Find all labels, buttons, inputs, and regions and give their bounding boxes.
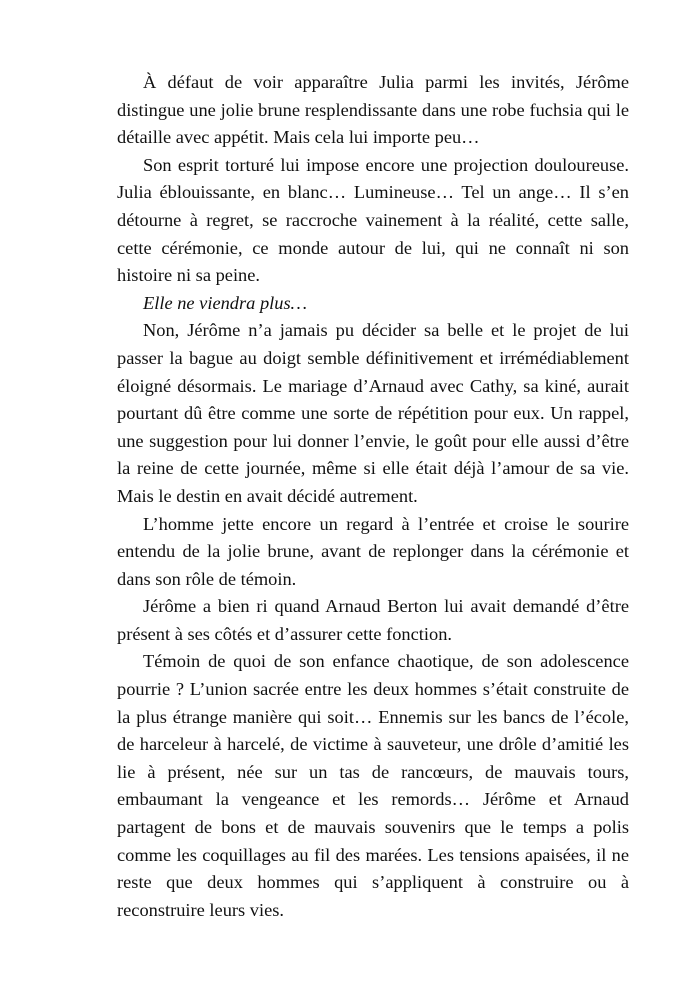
paragraph: À défaut de voir apparaître Julia parmi les invités, Jérôme distingue une jolie brune resplendissante dans une robe fuchsia qui le détaille avec appétit. Mais cela lui importe peu… [117, 72, 629, 148]
paragraph: L’homme jette encore un regard à l’entrée et croise le sourire entendu de la jolie brune, avant de replonger dans la cérémonie et dans son rôle de témoin. [117, 513, 629, 589]
book-page [117, 69, 629, 924]
italic-paragraph: Elle ne viendra plus… [143, 292, 307, 313]
paragraph: Son esprit torturé lui impose encore une projection douloureuse. Julia éblouissante, en blanc… Lumineuse… Tel un ange… Il s’en détourne à regret, se raccroche vainement à la réalité, cette salle, cette cérémonie, ce monde autour de lui, qui ne connaît ni son histoire ni sa peine. [117, 154, 629, 286]
paragraph: Non, Jérôme n’a jamais pu décider sa belle et le projet de lui passer la bague au doigt semble définitivement et irrémédiablement éloigné désormais. Le mariage d’Arnaud avec Cathy, sa kiné, aurait pourtant dû être comme une sorte de répétition pour eux. Un rappel, une suggestion pour lui donner l’envie, le goût pour elle aussi d’être la reine de cette journée, même si elle était déjà l’amour de sa vie. Mais le destin en avait décidé autrement. [117, 320, 629, 506]
paragraph: Jérôme a bien ri quand Arnaud Berton lui avait demandé d’être présent à ses côtés et d’assurer cette fonction. [117, 596, 629, 644]
paragraph: Témoin de quoi de son enfance chaotique, de son adolescence pourrie ? L’union sacrée entre les deux hommes s’était construite de la plus étrange manière qui soit… Ennemis sur les bancs de l’école, de harceleur à harcelé, de victime à sauveteur, une drôle d’amitié les lie à présent, née sur un tas de rancœurs, de mauvais tours, embaumant la vengeance et les remords… Jérôme et Arnaud partagent de bons et de mauvais souvenirs que le temps a polis comme les coquillages au fil des marées. Les tensions apaisées, il ne reste que deux hommes qui s’appliquent à construire ou à reconstruire leurs vies. [117, 651, 629, 920]
